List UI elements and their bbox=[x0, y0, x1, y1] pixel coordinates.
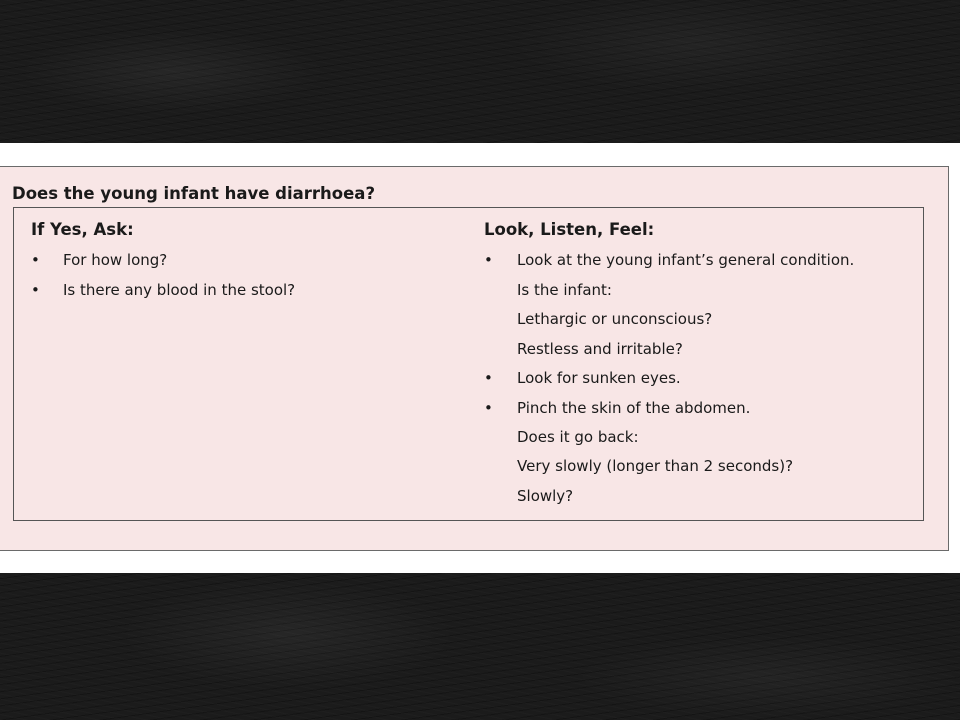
look-item: Pinch the skin of the abdomen. bbox=[517, 399, 751, 417]
look-item: Look at the young infant’s general condition. bbox=[517, 251, 855, 269]
bullet: • bbox=[484, 251, 493, 269]
look-item: Look for sunken eyes. bbox=[517, 369, 681, 387]
look-subline: Restless and irritable? bbox=[517, 340, 683, 358]
ask-item: For how long? bbox=[63, 251, 168, 269]
bullet: • bbox=[31, 251, 40, 269]
bullet: • bbox=[484, 369, 493, 387]
assessment-title: Does the young infant have diarrhoea? bbox=[12, 184, 376, 203]
look-subline: Lethargic or unconscious? bbox=[517, 310, 713, 328]
bullet: • bbox=[484, 399, 493, 417]
ask-item: Is there any blood in the stool? bbox=[63, 281, 296, 299]
look-subline: Slowly? bbox=[517, 487, 574, 505]
look-subline: Is the infant: bbox=[517, 281, 612, 299]
bullet: • bbox=[31, 281, 40, 299]
look-heading: Look, Listen, Feel: bbox=[484, 220, 655, 239]
ask-heading: If Yes, Ask: bbox=[31, 220, 134, 239]
look-subline: Does it go back: bbox=[517, 428, 639, 446]
look-subline: Very slowly (longer than 2 seconds)? bbox=[517, 457, 794, 475]
